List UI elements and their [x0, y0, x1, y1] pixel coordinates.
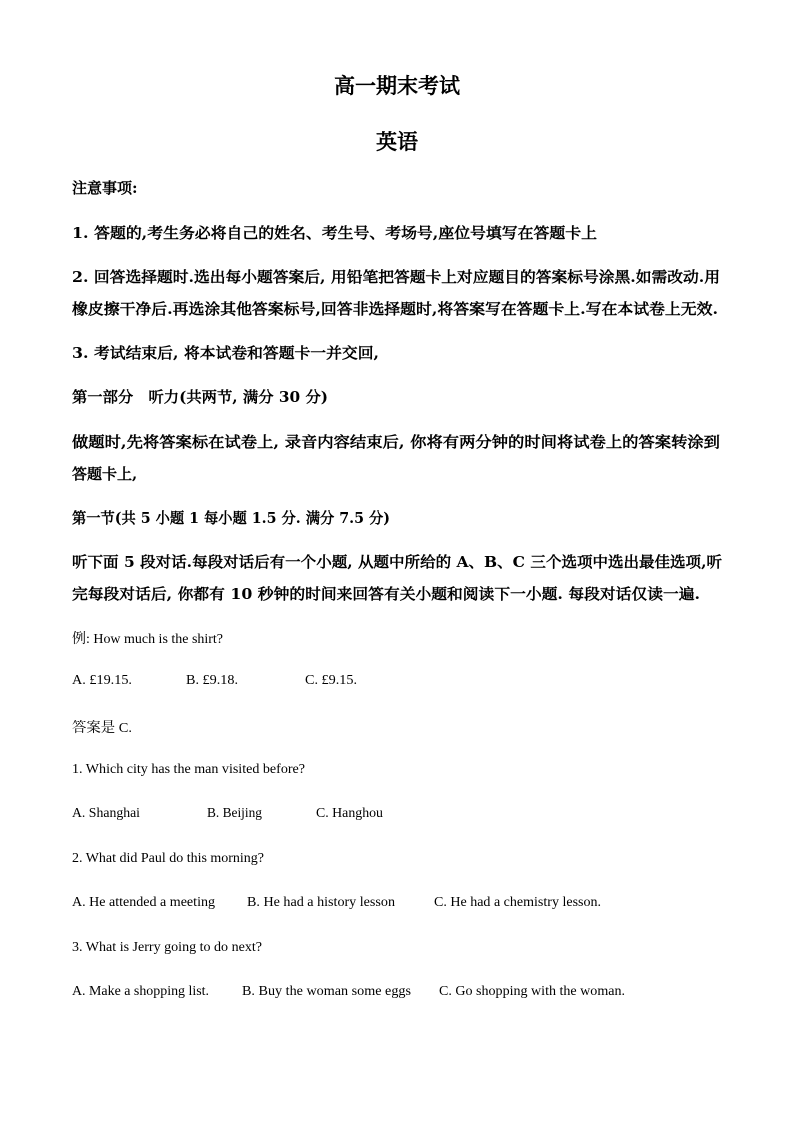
question-1-option-b: B. Beijing	[207, 806, 262, 821]
question-2-option-b: B. He had a history lesson	[247, 895, 395, 910]
question-3-stem: 3. What is Jerry going to do next?	[72, 940, 262, 955]
question-3-option-a: A. Make a shopping list.	[72, 984, 209, 999]
notes-item-2-line-2: 橡皮擦干净后.再选涂其他答案标号,回答非选择题时,将答案写在答题卡上.写在本试卷上无效.	[72, 300, 718, 318]
section1-instr-line-2: 完每段对话后, 你都有 10 秒钟的时间来回答有关小题和阅读下一小题. 每段对话仅读一遍.	[72, 585, 700, 603]
part1-heading: 第一部分 听力(共两节, 满分 30 分)	[72, 388, 328, 406]
question-2-option-a: A. He attended a meeting	[72, 895, 215, 910]
notes-item-2-line-1: 2. 回答选择题时.选出每小题答案后, 用铅笔把答题卡上对应题目的答案标号涂黑.如需改动.用	[72, 268, 720, 286]
question-3-option-c: C. Go shopping with the woman.	[439, 984, 625, 999]
notes-item-3: 3. 考试结束后, 将本试卷和答题卡一并交回,	[72, 344, 379, 362]
question-2-stem: 2. What did Paul do this morning?	[72, 851, 264, 866]
notes-heading: 注意事项:	[72, 179, 138, 197]
question-2-option-c: C. He had a chemistry lesson.	[434, 895, 601, 910]
notes-item-1: 1. 答题的,考生务必将自己的姓名、考生号、考场号,座位号填写在答题卡上	[72, 224, 597, 242]
subject-title: 英语	[376, 129, 418, 154]
question-3-option-b: B. Buy the woman some eggs	[242, 984, 411, 999]
example-option-a: A. £19.15.	[72, 673, 132, 688]
section1-instr-line-1: 听下面 5 段对话.每段对话后有一个小题, 从题中所给的 A、B、C 三个选项中选出最佳选项,听	[72, 553, 722, 571]
section1-heading: 第一节(共 5 小题 1 每小题 1.5 分. 满分 7.5 分)	[72, 509, 390, 527]
example-question: 例: How much is the shirt?	[72, 632, 223, 647]
part1-intro-line-2: 答题卡上,	[72, 465, 138, 483]
part1-intro-line-1: 做题时,先将答案标在试卷上, 录音内容结束后, 你将有两分钟的时间将试卷上的答案转涂到	[72, 433, 721, 451]
example-option-c: C. £9.15.	[305, 673, 357, 688]
exam-title: 高一期末考试	[334, 73, 460, 98]
question-1-option-a: A. Shanghai	[72, 806, 140, 821]
question-1-stem: 1. Which city has the man visited before?	[72, 762, 305, 777]
example-option-b: B. £9.18.	[186, 673, 238, 688]
question-1-option-c: C. Hanghou	[316, 806, 383, 821]
example-answer: 答案是 C.	[72, 721, 132, 736]
